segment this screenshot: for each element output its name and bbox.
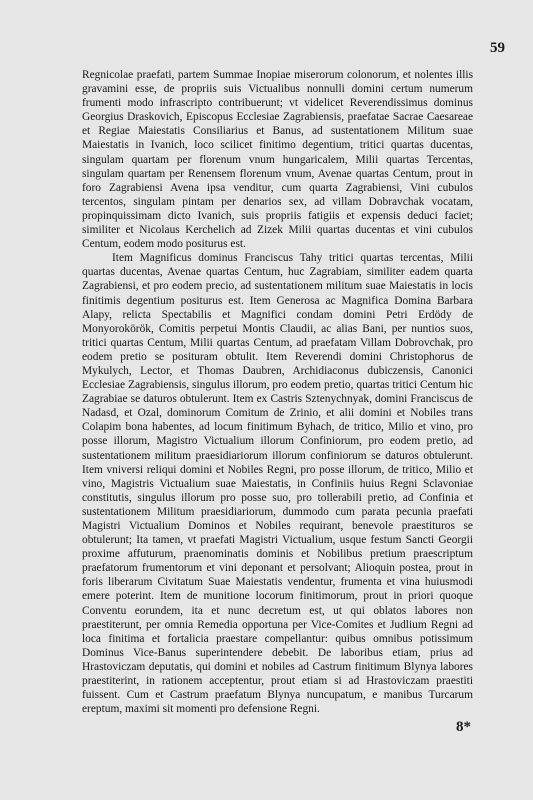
signature-mark: 8* — [456, 719, 471, 735]
body-text — [82, 68, 473, 716]
paragraph-1: Regnicolae praefati, partem Summae Inopiae miserorum colonorum, et nolentes illis gravamini esse, de propriis suis Victualibus nonnulli domini certum numerum frumenti modo infrascripto contribuerunt; vt videlicet Reverendissimus dominus Georgius Draskovich, Episcopus Ecclesiae Zagrabiensis, praefatae Sacrae Caesareae et Regiae Maiestatis Consiliarius et Banus, ad sustentationem Militum suae Maiestatis in Ivanich, loco scilicet finitimo degentium, tritici quartas ducentas, singulam quartam per florenum vnum hungaricalem, Milii quartas Tercentas, singulam quartam per Renensem florenum vnum, Avenae quartas Centum, prout in foro Zagrabiensi Avena ipsa venditur, cum quarta Zagrabiensi, Vini cubulos tercentos, singulam pintam per denarios sex, ad villam Dobravchak vocatam, propinquissimam dicto Ivanich, suis propriis fatigiis et expensis deduci faciet; similiter et Nicolaus Kerchelich ad Zizek Milii quartas ducentas et vini cubulos Centum, eodem modo positurus est. — [82, 69, 473, 251]
paragraph-2: Item Magnificus dominus Franciscus Tahy tritici quartas tercentas, Milii quartas ducentas, Avenae quartas Centum, huc Zagrabiam, similiter eadem quarta Zagrabiensi, et pro eodem precio, ad sustentationem militum suae Maiestatis in locis finitimis degentium positurus est. Item Generosa ac Magnifica Domina Barbara Alapy, relicta Spectabilis et Magnifici condam domini Petri Erdödy de Monyorokörök, Comitis perpetui Montis Claudii, ac alias Bani, per nuntios suos, tritici quartas Centum, Milii quartas Centum, ad praefatam Villam Dobrovchak, pro eodem pretio se posituram obtulit. Item Reverendi domini Christophorus de Mykulych, Lector, et Thomas Daubren, Archidiaconus dubiczensis, Canonici Ecclesiae Zagrabiensis, singulus illorum, pro eodem pretio, quartas tritici Centum hic Zagrabiae se daturos obtulerunt. Item ex Castris Sztenychnyak, domini Franciscus de Nadasd, et Ozal, dominorum Comitum de Zrinio, et alii domini et Nobiles trans Colapim bona habentes, ad locum finitimum Byhach, de tritico, Milio et vino, pro posse illorum, Magistro Victualium illorum Confiniorum, pro eodem pretio, ad sustentationem militum praesidiariorum illorum confiniorum se daturos obtulerunt. Item vniversi reliqui domini et Nobiles Regni, pro posse illorum, de tritico, Milio et vino, Magistris Victualium suae Maiestatis, in Confiniis huius Regni Sclavoniae constitutis, singulus illorum pro posse suo, pro tollerabili pretio, ad Confinia et sustentationem Militum praesidiariorum, dummodo cum parata pecunia praefati Magistri Victualium Dominos et Nobiles requirant, benevole praestituros se obtulerunt; Ita tamen, vt praefati Magistri Victualium, usque festum Sancti Georgii proxime affuturum, praenominatis dominis et Nobilibus pretium praescriptum praefatorum frumentorum et vini deponant et persolvant; Alioquin postea, prout in foris liberarum Civitatum Suae Maiestatis vendentur, frumenta et vina huiusmodi emere poterint. Item de munitione locorum finitimorum, prout in priori quoque Conventu eorundem, ita et nunc decretum est, ut qui oblatos labores non praestiterunt, per omnia Remedia opportuna per Vice-Comites et Judlium Regni ad loca finitima et fortalicia praestare compellantur: quibus omnibus potissimum Dominus Vice-Banus superintendere debebit. De laboribus etiam, prius ad Hrastoviczam deputatis, qui domini et nobiles ad Castrum finitimum Blynya labores praestiterint, in rationem acceptentur, prout etiam si ad Hrastoviczam praestiti fuissent. Cum et Castrum praefatum Blynya nuncupatum, e manibus Turcarum ereptum, maximi sit momenti pro defensione Regni. — [82, 252, 473, 716]
page-number: 59 — [490, 40, 505, 56]
